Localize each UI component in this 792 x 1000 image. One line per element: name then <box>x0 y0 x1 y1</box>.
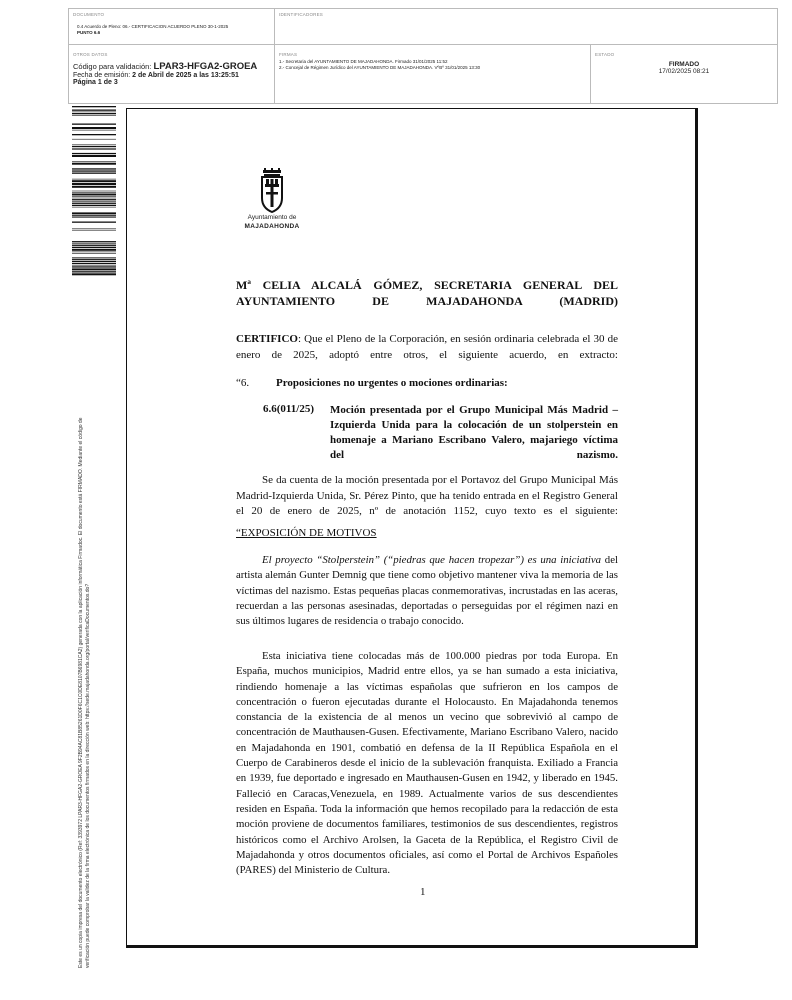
p1-text: del artista alemán Gunter Demnig que tiene como objetivo mantener viva la memoria de las víctimas del nazismo. Estas pequeñas placas conmemorativas, incrustadas en las aceras, recuerdan a las personas asesinadas, deportadas o perseguidas por el régimen nazi en sus últimos lugares de residencia o trabajo conocido. <box>236 554 618 628</box>
validation-code-prefix: Código para validación: <box>73 62 152 71</box>
estado-label: ESTADO <box>595 52 615 57</box>
identificadores-label: IDENTIFICADORES <box>279 12 324 17</box>
proposition-heading <box>236 376 618 392</box>
emission-date-prefix: Fecha de emisión: <box>73 72 131 79</box>
p2-text: Esta iniciativa tiene colocadas más de 100.000 piedras por toda Europa. En España, muchos municipios, Madrid entre ellos, ya se han sumado a esta iniciativa, rindiendo homenaje a las víctimas españolas que sufrieron en los campos de concentración o fueron ejecutadas durante el Holocausto. En Majadahonda tenemos constancia de la existencia de al menos un vecino que sobrevivió al campo de concentración de Mauthausen-Gusen. Efectivamente, Mariano Escribano Valero, nacido en Majadahonda en 1901, combatió en defensa de la II República Española en el Cuerpo de Carabineros desde el inicio de la sublevación franquista. Exiliado a Francia en 1939, fue deportado e ingresado en Mauthausen-Gusen en 1942, y liberado en 1945. Falleció en Caracas,Venezuela, en 1989. Actualmente varios de sus descendientes residen en España. Toda la información que hemos recopilado para la redacción de esta moción proviene de documentos familiares, testimonios de sus descendientes, registros históricos como el Archivo Arolsen, la Gaceta de la República, el Registro Civil de Majadahonda y otros documentos oficiales, así como el Portal de Archivos Españoles (PARES) del Ministerio de Cultura. <box>236 650 618 877</box>
verification-side-text <box>78 296 92 968</box>
page-count: Página 1 de 3 <box>73 79 118 86</box>
logo-text-majadahonda: MAJADAHONDA <box>244 223 300 230</box>
proposition-number: “6. <box>236 377 250 389</box>
proposition-title: Proposiciones no urgentes o mociones ordinarias: <box>276 377 508 389</box>
validation-code-line <box>73 61 270 72</box>
documento-label: DOCUMENTO <box>73 12 105 17</box>
motion-title: Moción presentada por el Grupo Municipal Más Madrid – Izquierda Unida para la colocación de un stolperstein en homenaje a Mariano Escribano Valero, majariego víctima del nazismo. <box>330 404 618 461</box>
documento-value: 0.4 Acuerdo de Pleno: 06.- CERTIFICACION ACUERDO PLENO 30-1-2025 <box>77 24 229 29</box>
exposicion-paragraph-2 <box>236 649 618 878</box>
cuenta-text: Se da cuenta de la moción presentada por el Portavoz del Grupo Municipal Más Madrid-Izquierda Unida, Sr. Pérez Pinto, que ha tenido entrada en el Registro General el 20 de enero de 2025, nº de anotación 1152, cuyo texto es el siguiente: <box>236 474 618 517</box>
verification-line-1: Este es un copia impresa del documento electrónico (Ref: 3393972 LPAR3-HFGA2-GROEA 9F2B94AC81B85261D0F6C1C0DE8107B6981CA2) generada con la aplicación informática Firmadoc. El documento está FIRMADO. Mediante el código de <box>78 417 84 968</box>
emission-date-line <box>73 72 270 79</box>
documento-punto: PUNTO 6.6 <box>77 30 101 35</box>
certifico-paragraph <box>236 332 618 363</box>
coat-of-arms-logo <box>237 168 307 214</box>
barcode-image <box>72 106 116 276</box>
motion-number: 6.6(011/25) <box>263 403 315 415</box>
page-number: 1 <box>420 886 426 898</box>
document-header <box>68 8 778 104</box>
firma-2: 2.- Concejal de Régimen Jurídico del AYUNTAMIENTO DE MAJADAHONDA. VºBº 31/01/2025 13:30 <box>279 65 481 70</box>
cuenta-paragraph <box>236 473 618 520</box>
validation-code[interactable]: LPAR3-HFGA2-GROEA <box>153 61 258 72</box>
otros-datos-cell <box>69 45 275 103</box>
estado-cell <box>591 45 777 103</box>
document-title: Mª CELIA ALCALÁ GÓMEZ, SECRETARIA GENERAL DEL AYUNTAMIENTO DE MAJADAHONDA (MADRID) <box>236 278 618 308</box>
firmas-cell <box>275 45 591 103</box>
identificadores-cell <box>275 9 777 45</box>
emission-date: 2 de Abril de 2025 a las 13:25:51 <box>132 72 239 79</box>
p1-italic-text: El proyecto “Stolperstein” (“piedras que hacen tropezar”) es una iniciativa <box>262 554 602 566</box>
verification-line-2: verificación puede comprobar la validez de la firma electrónica de los documentos firmados en la dirección web: https://sede.majadahonda.org/portal/verificaDocumentos.do? <box>85 583 91 968</box>
firmas-label: FIRMAS <box>279 52 298 57</box>
exposicion-paragraph-1 <box>236 553 618 629</box>
documento-cell <box>69 9 275 45</box>
certifico-label: CERTIFICO <box>236 333 298 345</box>
status-badge: FIRMADO <box>668 61 700 68</box>
firma-1: 1.- Secretaria del AYUNTAMIENTO DE MAJADAHONDA. Firmado 31/01/2025 11:52 <box>279 59 448 64</box>
status-date: 17/02/2025 08:21 <box>658 68 710 75</box>
exposicion-heading: “EXPOSICIÓN DE MOTIVOS <box>236 527 377 539</box>
otros-datos-label: OTROS DATOS <box>73 52 108 57</box>
certifico-text: : Que el Pleno de la Corporación, en sesión ordinaria celebrada el 30 de enero de 2025, adoptó entre otros, el siguiente acuerdo, en extracto: <box>236 333 618 361</box>
logo-text-ayuntamiento: Ayuntamiento de <box>247 214 297 221</box>
